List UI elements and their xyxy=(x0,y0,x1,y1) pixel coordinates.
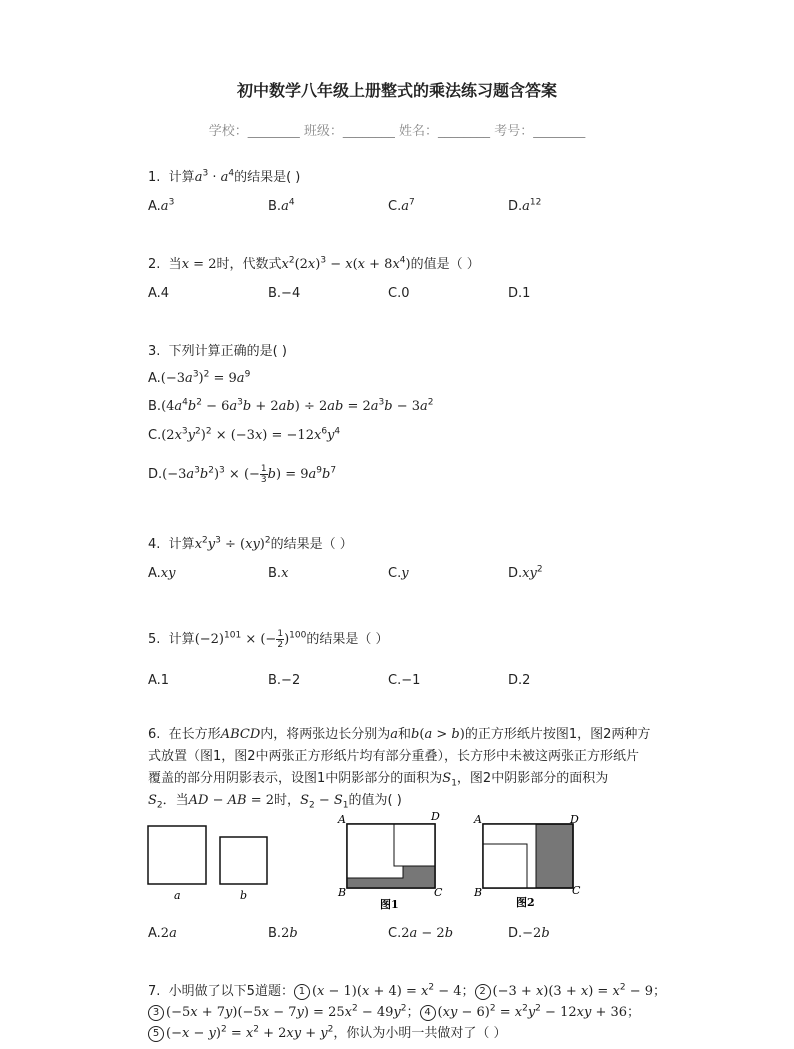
q2-option-a[interactable]: A.4 xyxy=(148,286,170,301)
q2-option-c[interactable]: C.0 xyxy=(388,286,410,301)
q5-option-a[interactable]: A.1 xyxy=(148,673,170,688)
q3-option-b[interactable]: $B.(4a^4b^2 - 6a^3b + 2ab) \div 2ab = 2a^3b - 3a^2$ xyxy=(148,397,434,414)
question-4: 4. 计算$x^2y^3 \div (xy)^2$的结果是（ ） xyxy=(148,535,353,552)
student-info-line: 学校：________ 班级：________ 姓名：________ 考号：________ xyxy=(208,124,586,139)
q4-option-b[interactable]: B.x xyxy=(268,566,289,581)
figure-2 xyxy=(473,813,581,909)
svg-text:B: B xyxy=(474,886,483,899)
q5-option-c[interactable]: C.−1 xyxy=(388,673,421,688)
figure-2-caption: 图2 xyxy=(516,896,535,909)
q1-option-c[interactable]: $C.a^7$ xyxy=(388,197,415,214)
q1-option-a[interactable]: $A.a^3$ xyxy=(148,197,175,214)
svg-text:A: A xyxy=(474,813,482,826)
label-b: b xyxy=(240,889,248,902)
q6-option-c[interactable]: C.2a − 2b xyxy=(388,926,454,941)
q1-option-d[interactable]: $D.a^{12}$ xyxy=(508,197,542,214)
q4-option-c[interactable]: C.y xyxy=(388,566,409,581)
q6-option-a[interactable]: A.2a xyxy=(148,926,177,941)
q3-option-c[interactable]: $C.(2x^3y^2)^2 \times (-3x) = -12x^6y^4$ xyxy=(148,426,341,443)
q3-option-a[interactable]: $A.(-3a^3)^2 = 9a^9$ xyxy=(148,369,251,386)
label-a: a xyxy=(174,889,181,902)
q5-option-b[interactable]: B.−2 xyxy=(268,673,301,688)
question-1: 1. 计算$a^3 \cdot a^4$的结果是( ) xyxy=(148,168,301,185)
q2-option-d[interactable]: D.1 xyxy=(508,286,531,301)
q6-option-d[interactable]: D.−2b xyxy=(508,926,550,941)
figure-1-caption: 图1 xyxy=(380,898,399,910)
svg-text:D: D xyxy=(431,810,440,823)
q6-figures xyxy=(140,810,600,910)
svg-text:C: C xyxy=(572,884,581,897)
question-7: 7. 小明做了以下5道题： 1 $(x - 1)(x + 4) = x^2 - 4$； 2 $(-3 + x)(3 + x) = x^2 - 9$； 3 $(-5x + 7y)(-5x - 7y) = 25x^2 - 49y^2$； 4 $(xy - 6)^2 = x^2y^2 - 12xy + 36$； 5 $(-x - y)^2 = x^2 + 2xy + y^2$，你认为小明一共做对了（ ） xyxy=(148,982,666,1041)
q5-option-d[interactable]: D.2 xyxy=(508,673,531,688)
q4-option-d[interactable]: $D.xy^2$ xyxy=(508,564,543,581)
question-6: 6. 在长方形ABCD内，将两张边长分别为a和b(a > b)的正方形纸片按图1，图2两种方 式放置（图1，图2中两张正方形纸片均有部分重叠），长方形中未被这两张正方形纸片 覆盖的部分用阴影表示，设图1中阴影部分的面积为$S_1$，图2中阴影部分的面积为 $S_2$．当AD − AB = 2时，$S_2 - S_1$的值为( ) xyxy=(148,727,651,811)
square-b-figure xyxy=(220,837,267,902)
q6-option-b[interactable]: B.2b xyxy=(268,926,298,941)
q4-option-a[interactable]: A.xy xyxy=(148,566,176,581)
q2-option-b[interactable]: B.−4 xyxy=(268,286,301,301)
svg-text:C: C xyxy=(434,886,443,899)
svg-text:D: D xyxy=(570,813,579,826)
figure-1 xyxy=(337,810,443,910)
svg-text:A: A xyxy=(338,813,346,826)
q1-option-b[interactable]: $B.a^4$ xyxy=(268,197,295,214)
question-5: 5. 计算$(-2)^{101}$ × (− $\frac{1}{2}$ )$^{100}$的结果是（ ） xyxy=(148,629,389,650)
q3-option-d[interactable]: $D.(-3a^3b^2)^3$ × (− $\frac{1}{3}$ $b) = 9a^9b^7$ xyxy=(148,464,337,485)
page-title: 初中数学八年级上册整式的乘法练习题含答案 xyxy=(236,81,557,100)
svg-text:B: B xyxy=(338,886,347,899)
question-2: 2. 当x = 2时，代数式$x^2(2x)^3 - x(x + 8x^4)$的值是（ ） xyxy=(148,255,480,272)
question-3: 3. 下列计算正确的是( ) xyxy=(148,344,287,359)
square-a-figure xyxy=(148,826,206,902)
